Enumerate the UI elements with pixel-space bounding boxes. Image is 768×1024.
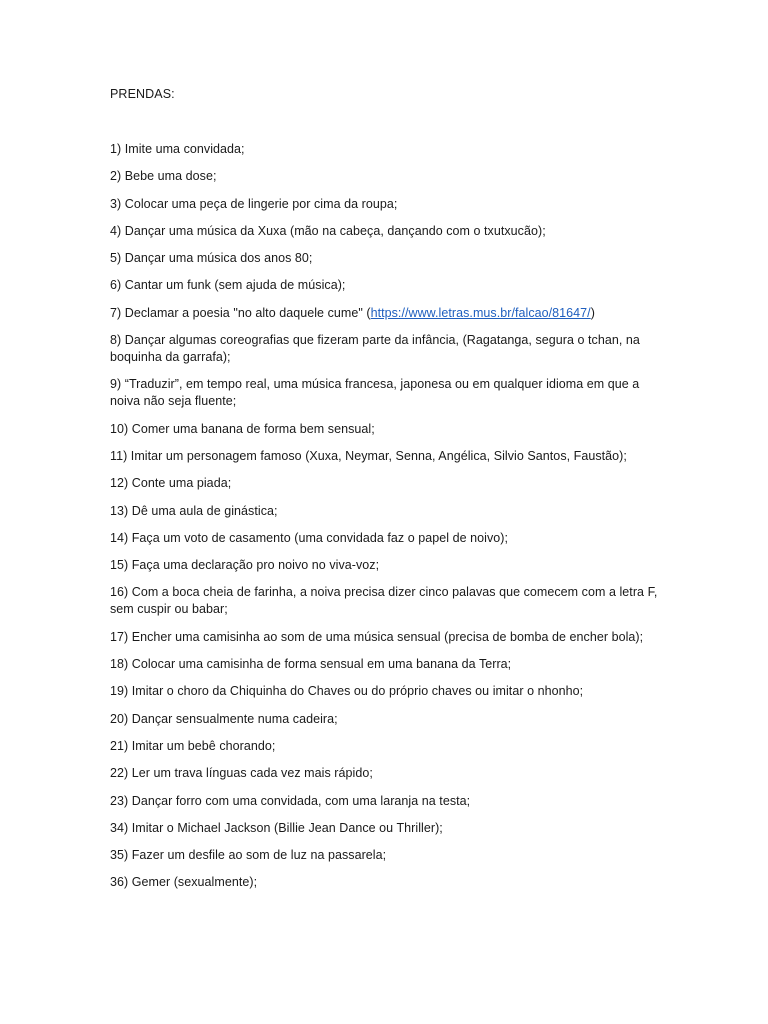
list-item: 6) Cantar um funk (sem ajuda de música);	[110, 278, 346, 293]
list-item: 4) Dançar uma música da Xuxa (mão na cabeça, dançando com o txutxucão);	[110, 223, 546, 238]
list-item: 20) Dançar sensualmente numa cadeira;	[110, 711, 338, 726]
list-item: 10) Comer uma banana de forma bem sensual;	[110, 421, 375, 436]
list-item: 23) Dançar forro com uma convidada, com uma laranja na testa;	[110, 793, 471, 808]
list-item: 14) Faça um voto de casamento (uma convidada faz o papel de noivo);	[110, 530, 509, 545]
poem-link[interactable]: https://www.letras.mus.br/falcao/81647/	[370, 305, 591, 320]
list-item: 2) Bebe uma dose;	[110, 169, 217, 184]
document-page	[110, 86, 670, 902]
list-item: 3) Colocar uma peça de lingerie por cima da roupa;	[110, 196, 398, 211]
list-item: 11) Imitar um personagem famoso (Xuxa, Neymar, Senna, Angélica, Silvio Santos, Faustão);	[110, 448, 627, 463]
list-item: 19) Imitar o choro da Chiquinha do Chaves ou do próprio chaves ou imitar o nhonho;	[110, 684, 584, 699]
list-item: 9) “Traduzir”, em tempo real, uma música francesa, japonesa ou em qualquer idioma em que a noiva não seja fluente;	[110, 377, 640, 409]
list-item: 8) Dançar algumas coreografias que fizeram parte da infância, (Ragatanga, segura o tchan, na boquinha da garrafa);	[110, 333, 640, 365]
list-item: 35) Fazer um desfile ao som de luz na passarela;	[110, 848, 387, 863]
list-item: 34) Imitar o Michael Jackson (Billie Jean Dance ou Thriller);	[110, 820, 443, 835]
prendas-list	[110, 141, 670, 891]
list-item: 13) Dê uma aula de ginástica;	[110, 503, 278, 518]
list-item: 16) Com a boca cheia de farinha, a noiva precisa dizer cinco palavas que comecem com a letra F, sem cuspir ou babar;	[110, 585, 658, 617]
list-item: 12) Conte uma piada;	[110, 476, 232, 491]
list-item: 1) Imite uma convidada;	[110, 142, 245, 156]
list-item-text: 7) Declamar a poesia "no alto daquele cume" (	[110, 305, 371, 320]
list-item: 22) Ler um trava línguas cada vez mais rápido;	[110, 766, 373, 781]
list-item: 21) Imitar um bebê chorando;	[110, 738, 276, 753]
list-item-with-link	[110, 305, 670, 322]
list-item: 17) Encher uma camisinha ao som de uma música sensual (precisa de bomba de encher bola);	[110, 629, 644, 644]
list-item: 36) Gemer (sexualmente);	[110, 875, 258, 890]
document-heading: PRENDAS:	[110, 87, 175, 101]
list-item: 18) Colocar uma camisinha de forma sensual em uma banana da Terra;	[110, 657, 512, 672]
list-item: 5) Dançar uma música dos anos 80;	[110, 251, 313, 266]
list-item-suffix: )	[590, 305, 595, 320]
list-item: 15) Faça uma declaração pro noivo no viva-voz;	[110, 558, 380, 573]
